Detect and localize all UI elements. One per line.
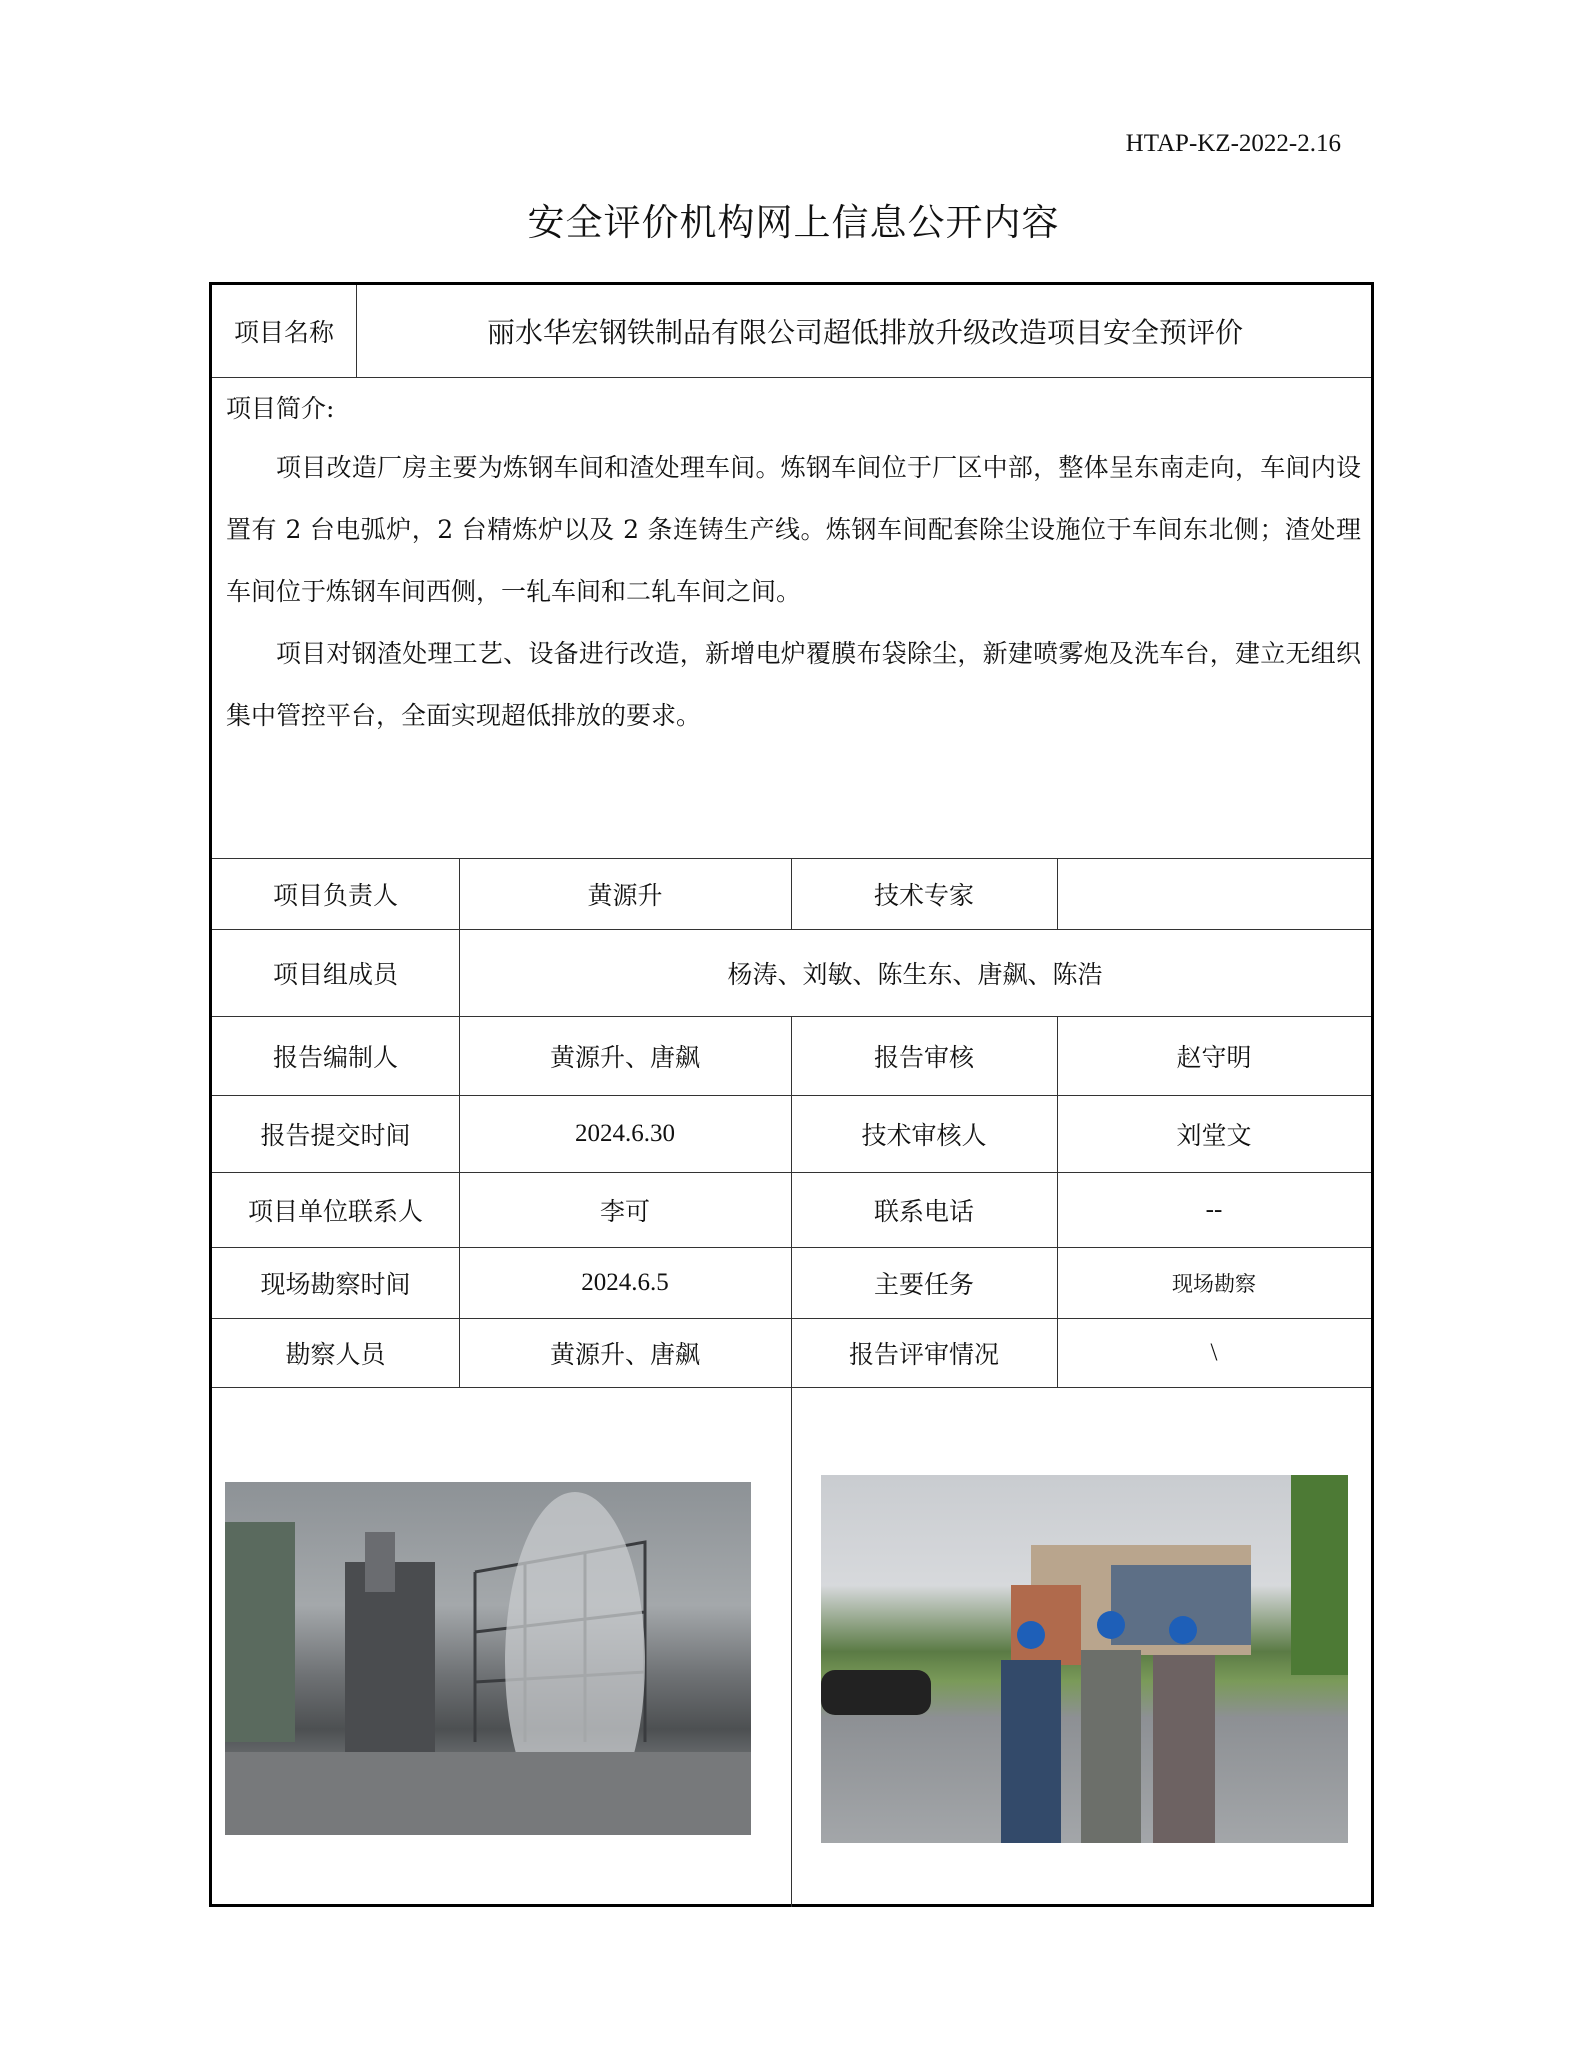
label-survey-date: 现场勘察时间 — [260, 1269, 411, 1299]
site-photo-plant — [225, 1482, 751, 1835]
divider — [212, 377, 1371, 378]
intro-paragraph: 项目改造厂房主要为炼钢车间和渣处理车间。炼钢车间位于厂区中部，整体呈东南走向，车间内设置有 2 台电弧炉，2 台精炼炉以及 2 条连铸生产线。炼钢车间配套除尘设施位于车间东北侧；渣处理车间位于炼钢车间西侧，一轧车间和二轧车间之间。 — [226, 453, 1361, 606]
page-title: 安全评价机构网上信息公开内容 — [527, 201, 1060, 244]
intro-paragraph: 项目对钢渣处理工艺、设备进行改造，新增电炉覆膜布袋除尘，新建喷雾炮及洗车台，建立无组织集中管控平台，全面实现超低排放的要求。 — [226, 639, 1361, 730]
value-tech-reviewer: 刘堂文 — [1176, 1120, 1252, 1150]
document-code: HTAP-KZ-2022-2.16 — [1125, 130, 1341, 157]
value-tech-expert — [1057, 858, 1371, 929]
value-surveyors: 黄源升、唐飙 — [549, 1339, 700, 1369]
label-phone: 联系电话 — [873, 1196, 974, 1226]
label-tech-reviewer: 技术审核人 — [861, 1120, 987, 1150]
project-name-value: 丽水华宏钢铁制品有限公司超低排放升级改造项目安全预评价 — [486, 316, 1243, 349]
label-tech-expert: 技术专家 — [873, 880, 974, 910]
label-submit-date: 报告提交时间 — [260, 1120, 411, 1150]
divider — [791, 1387, 792, 1907]
label-surveyors: 勘察人员 — [285, 1339, 386, 1369]
value-report-review: 赵守明 — [1176, 1042, 1252, 1072]
team-photo-image — [821, 1475, 1348, 1843]
value-project-leader: 黄源升 — [587, 880, 663, 910]
label-report-review: 报告审核 — [873, 1042, 974, 1072]
intro-label: 项目简介: — [226, 394, 335, 423]
value-team-members: 杨涛、刘敏、陈生东、唐飙、陈浩 — [727, 959, 1103, 989]
value-survey-date: 2024.6.5 — [581, 1268, 669, 1296]
label-project-leader: 项目负责人 — [272, 880, 398, 910]
label-review-status: 报告评审情况 — [848, 1339, 999, 1369]
value-client-contact: 李可 — [599, 1196, 650, 1226]
value-report-author: 黄源升、唐飙 — [549, 1042, 700, 1072]
label-report-author: 报告编制人 — [272, 1042, 398, 1072]
value-review-status: \ — [1210, 1338, 1218, 1366]
value-main-task: 现场勘察 — [1172, 1271, 1256, 1296]
project-intro — [226, 389, 1361, 747]
info-table — [209, 282, 1374, 1907]
project-name-label: 项目名称 — [233, 318, 334, 347]
label-main-task: 主要任务 — [873, 1269, 974, 1299]
value-submit-date: 2024.6.30 — [575, 1119, 675, 1147]
value-phone: -- — [1205, 1195, 1223, 1223]
site-photo-team — [821, 1475, 1348, 1843]
label-client-contact: 项目单位联系人 — [247, 1196, 423, 1226]
plant-photo-image — [225, 1482, 751, 1835]
label-team-members: 项目组成员 — [272, 959, 398, 989]
